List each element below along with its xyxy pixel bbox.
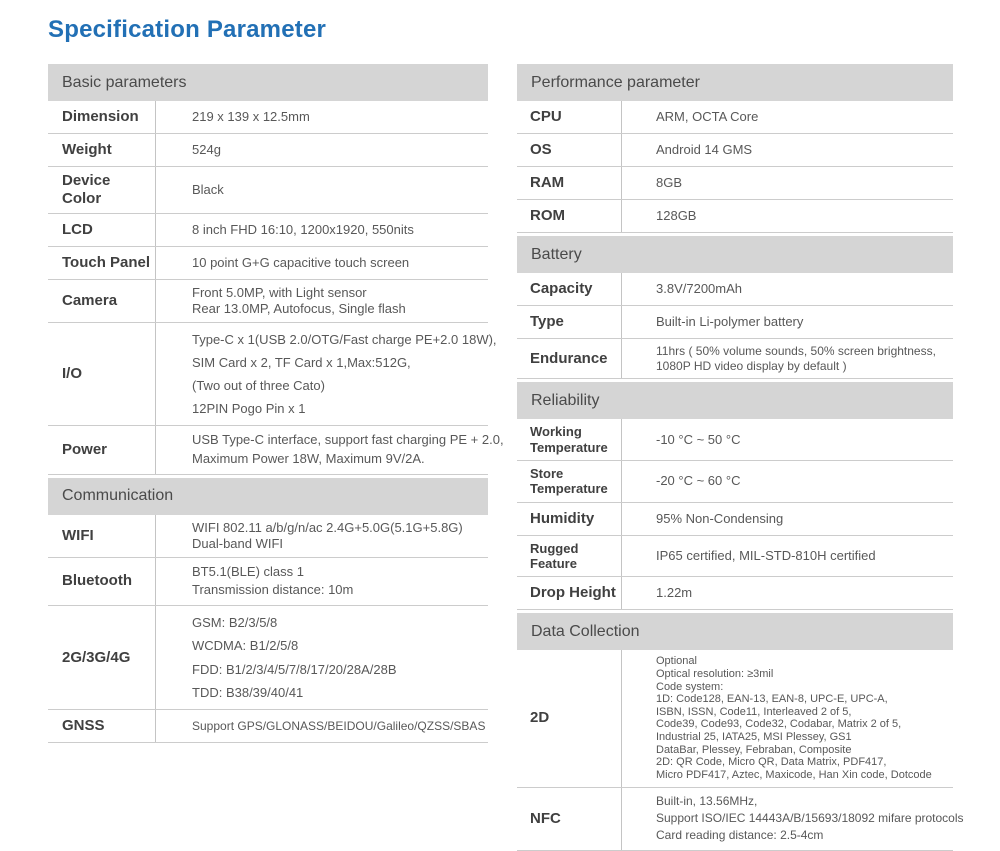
- spec-label: CPU: [517, 101, 622, 133]
- spec-row: [517, 788, 964, 851]
- section-header: Data Collection: [517, 613, 953, 650]
- spec-value: [622, 339, 953, 378]
- spec-value-line: 524g: [192, 142, 221, 158]
- spec-value-line: -10 °C ~ 50 °C: [656, 431, 741, 447]
- spec-value-line: ARM, OCTA Core: [656, 109, 759, 125]
- spec-value-line: TDD: B38/39/40/41: [192, 684, 304, 700]
- spec-row: [48, 167, 488, 214]
- section-header: Battery: [517, 236, 953, 273]
- spec-row: [48, 280, 488, 323]
- spec-value-line: SIM Card x 2, TF Card x 1,Max:512G,: [192, 354, 411, 370]
- spec-section: [517, 236, 953, 379]
- spec-value: [156, 558, 488, 606]
- spec-value: [622, 167, 953, 199]
- spec-section: [48, 64, 504, 475]
- spec-label: Dimension: [48, 101, 156, 133]
- spec-value-line: Black: [192, 182, 224, 198]
- spec-value: [156, 134, 488, 166]
- spec-value-line: 8 inch FHD 16:10, 1200x1920, 550nits: [192, 222, 414, 238]
- section-header: Basic parameters: [48, 64, 488, 101]
- spec-value: [622, 273, 953, 305]
- spec-label: GNSS: [48, 710, 156, 742]
- spec-row: [48, 323, 497, 427]
- spec-value: [156, 280, 488, 322]
- spec-row: [48, 606, 488, 710]
- spec-value-line: 1.22m: [656, 585, 693, 601]
- spec-label: Touch Panel: [48, 247, 156, 279]
- spec-value: [622, 503, 953, 535]
- spec-label: Bluetooth: [48, 558, 156, 606]
- spec-column-right: [517, 64, 964, 851]
- spec-row: [517, 461, 953, 503]
- spec-value-line: Optical resolution: ≥3mil: [656, 667, 774, 680]
- spec-value-line: DataBar, Plessey, Febraban, Composite: [656, 743, 852, 756]
- spec-value: [156, 515, 488, 557]
- spec-section: [517, 613, 964, 851]
- spec-label: Type: [517, 306, 622, 338]
- spec-value: [622, 200, 953, 232]
- spec-label: NFC: [517, 788, 622, 850]
- spec-value-line: Dual-band WIFI: [192, 535, 284, 551]
- spec-value: [622, 306, 953, 338]
- spec-value-line: 1D: Code128, EAN-13, EAN-8, UPC-E, UPC-A,: [656, 693, 888, 706]
- spec-value: [622, 536, 953, 577]
- spec-value: [156, 606, 488, 709]
- spec-value-line: 1080P HD video display by default ): [656, 358, 847, 373]
- spec-value-line: Optional: [656, 655, 697, 668]
- spec-label: Working Temperature: [517, 419, 622, 460]
- spec-row: [517, 306, 953, 339]
- spec-label: Rugged Feature: [517, 536, 622, 577]
- spec-value: [156, 167, 488, 213]
- spec-value-line: 3.8V/7200mAh: [656, 281, 743, 297]
- spec-value: [622, 134, 953, 166]
- spec-value-line: Transmission distance: 10m: [192, 582, 354, 598]
- spec-label: Camera: [48, 280, 156, 322]
- spec-value-line: Front 5.0MP, with Light sensor: [192, 285, 367, 300]
- spec-value-line: 10 point G+G capacitive touch screen: [192, 255, 410, 271]
- spec-row: [48, 214, 488, 247]
- spec-value-line: Industrial 25, IATA25, MSI Plessey, GS1: [656, 731, 852, 744]
- spec-label: 2G/3G/4G: [48, 606, 156, 709]
- spec-row: [517, 419, 953, 461]
- spec-column-left: [48, 64, 504, 743]
- spec-value-line: BT5.1(BLE) class 1: [192, 563, 304, 579]
- spec-value-line: Maximum Power 18W, Maximum 9V/2A.: [192, 451, 425, 467]
- spec-row: [517, 503, 953, 536]
- spec-value-line: 12PIN Pogo Pin x 1: [192, 401, 306, 417]
- spec-value-line: Card reading distance: 2.5-4cm: [656, 828, 824, 843]
- spec-label: Store Temperature: [517, 461, 622, 502]
- spec-label: Endurance: [517, 339, 622, 378]
- spec-row: [517, 134, 953, 167]
- spec-row: [517, 167, 953, 200]
- spec-value: [156, 214, 488, 246]
- spec-value: [156, 247, 488, 279]
- spec-value: [622, 650, 953, 786]
- spec-value-line: (Two out of three Cato): [192, 377, 325, 393]
- spec-value-line: 95% Non-Condensing: [656, 510, 784, 526]
- spec-value-line: Built-in Li-polymer battery: [656, 314, 804, 330]
- spec-row: [517, 101, 953, 134]
- spec-row: [48, 710, 488, 743]
- spec-value-line: 8GB: [656, 175, 683, 191]
- spec-value-line: WCDMA: B1/2/5/8: [192, 638, 299, 654]
- spec-label: OS: [517, 134, 622, 166]
- spec-value: [156, 101, 488, 133]
- spec-value: [622, 101, 953, 133]
- spec-row: [517, 273, 953, 306]
- section-header: Performance parameter: [517, 64, 953, 101]
- spec-value: [156, 426, 506, 474]
- spec-value-line: FDD: B1/2/3/4/5/7/8/17/20/28A/28B: [192, 661, 397, 677]
- spec-value-line: 2D: QR Code, Micro QR, Data Matrix, PDF417,: [656, 756, 887, 769]
- section-header: Reliability: [517, 382, 953, 419]
- spec-value-line: ISBN, ISSN, Code11, Interleaved 2 of 5,: [656, 705, 852, 718]
- spec-value-line: 128GB: [656, 208, 697, 224]
- spec-row: [48, 426, 504, 475]
- spec-label: Weight: [48, 134, 156, 166]
- spec-label: I/O: [48, 323, 156, 426]
- spec-row: [517, 339, 953, 379]
- spec-value: [622, 419, 953, 460]
- page-title: Specification Parameter: [48, 16, 327, 43]
- spec-value-line: Type-C x 1(USB 2.0/OTG/Fast charge PE+2.0 18W),: [192, 331, 497, 347]
- spec-value-line: Micro PDF417, Aztec, Maxicode, Han Xin code, Dotcode: [656, 768, 932, 781]
- spec-label: Device Color: [48, 167, 156, 213]
- spec-label: Power: [48, 426, 156, 474]
- spec-value-line: Code system:: [656, 680, 724, 693]
- spec-label: LCD: [48, 214, 156, 246]
- spec-value-line: Support ISO/IEC 14443A/B/15693/18092 mifare protocols: [656, 811, 964, 826]
- spec-section: [517, 382, 953, 610]
- spec-value-line: USB Type-C interface, support fast charging PE + 2.0,: [192, 432, 504, 448]
- spec-label: ROM: [517, 200, 622, 232]
- spec-value-line: Rear 13.0MP, Autofocus, Single flash: [192, 300, 406, 316]
- spec-value-line: 11hrs ( 50% volume sounds, 50% screen brightness,: [656, 344, 936, 358]
- spec-value-line: Android 14 GMS: [656, 142, 753, 158]
- spec-value-line: Support GPS/GLONASS/BEIDOU/Galileo/QZSS/SBAS: [192, 718, 486, 733]
- spec-label: WIFI: [48, 515, 156, 557]
- spec-value: [156, 323, 499, 426]
- spec-label: Capacity: [517, 273, 622, 305]
- spec-row: [517, 200, 953, 233]
- spec-row: [48, 247, 488, 280]
- spec-label: 2D: [517, 650, 622, 786]
- spec-section: [48, 478, 488, 743]
- spec-row: [48, 134, 488, 167]
- spec-row: [517, 650, 953, 787]
- section-header: Communication: [48, 478, 488, 515]
- spec-label: Drop Height: [517, 577, 622, 609]
- spec-value-line: WIFI 802.11 a/b/g/n/ac 2.4G+5.0G(5.1G+5.8G): [192, 519, 463, 535]
- spec-value-line: Built-in, 13.56MHz,: [656, 793, 758, 808]
- spec-row: [517, 536, 953, 578]
- spec-row: [48, 558, 488, 607]
- spec-row: [48, 515, 488, 558]
- spec-section: [517, 64, 953, 233]
- spec-label: RAM: [517, 167, 622, 199]
- spec-value: [156, 710, 488, 742]
- spec-value-line: -20 °C ~ 60 °C: [656, 473, 741, 489]
- spec-value-line: Code39, Code93, Code32, Codabar, Matrix 2 of 5,: [656, 718, 902, 731]
- spec-row: [48, 101, 488, 134]
- spec-value-line: GSM: B2/3/5/8: [192, 615, 278, 631]
- spec-value: [622, 461, 953, 502]
- spec-row: [517, 577, 953, 610]
- spec-value-line: 219 x 139 x 12.5mm: [192, 109, 310, 125]
- spec-value-line: IP65 certified, MIL-STD-810H certified: [656, 547, 876, 563]
- spec-label: Humidity: [517, 503, 622, 535]
- spec-value: [622, 577, 953, 609]
- spec-value: [622, 788, 966, 850]
